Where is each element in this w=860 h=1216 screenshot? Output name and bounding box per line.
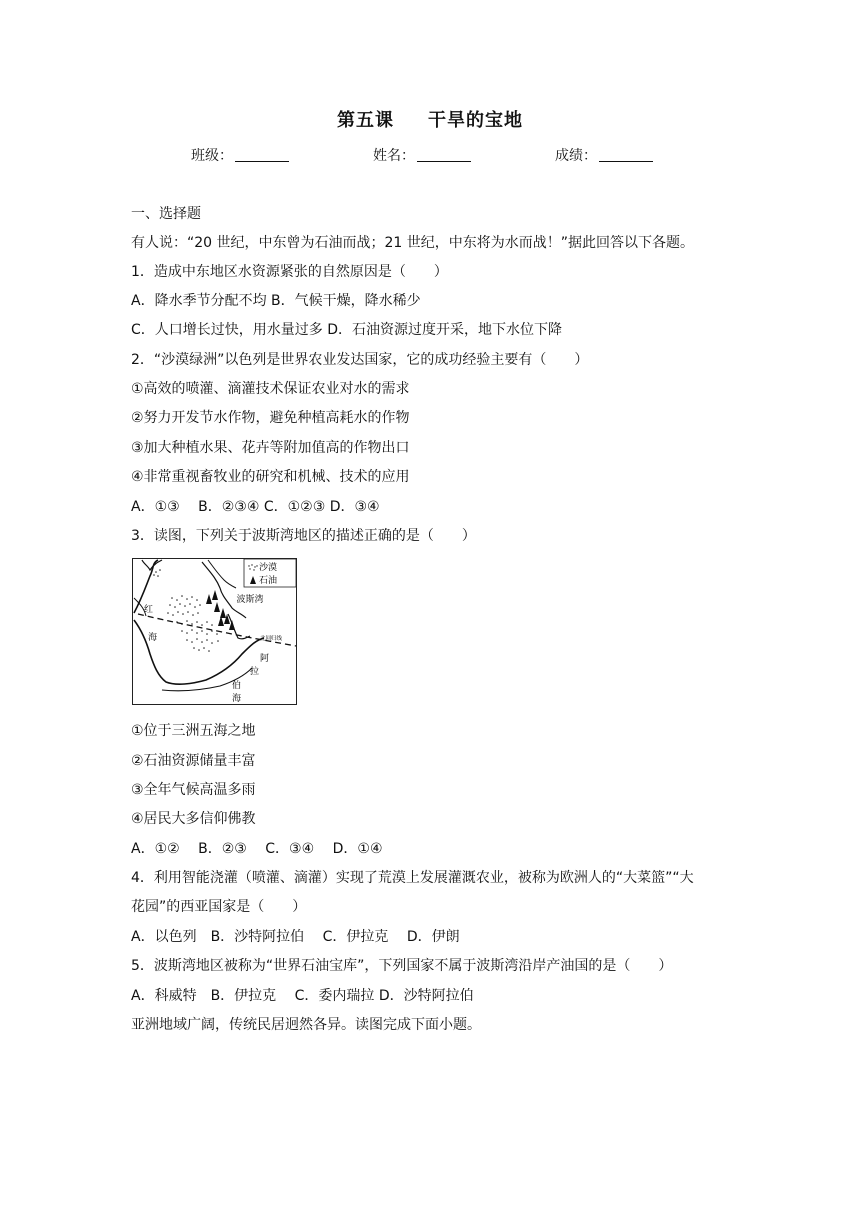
- label-arabian-bo: 伯: [232, 681, 242, 691]
- q4-stem-2: 花园”的西亚国家是（ ）: [131, 899, 307, 915]
- section-heading: 一、选择题: [131, 206, 201, 222]
- label-tropic: 北回归线: [260, 636, 283, 642]
- name-field: [373, 145, 471, 165]
- name-label: 姓名：: [373, 148, 415, 164]
- q2-options: A．①③ B．②③④ C．①②③ D．③④: [131, 499, 380, 515]
- q1-options-1: A．降水季节分配不均 B．气候干燥，降水稀少: [131, 293, 421, 309]
- class-field: [191, 145, 289, 165]
- q1-stem: 1．造成中东地区水资源紧张的自然原因是（ ）: [131, 264, 448, 280]
- q5-stem: 5．波斯湾地区被称为“世界石油宝库”，下列国家不属于波斯湾沿岸产油国的是（ ）: [131, 958, 673, 974]
- legend-oil-label: 石油: [259, 576, 278, 586]
- q3-item: ③全年气候高温多雨: [131, 782, 256, 798]
- class-blank: [235, 147, 289, 162]
- q2-item: ②努力开发节水作物，避免种植高耗水的作物: [131, 410, 410, 426]
- class-label: 班级：: [191, 148, 233, 164]
- label-arabian-a: 阿: [260, 654, 270, 664]
- q4-stem-1: 4．利用智能浇灌（喷灌、滴灌）实现了荒漠上发展灌溉农业，被称为欧洲人的“大菜篮”“大: [131, 870, 694, 886]
- q3-item: ②石油资源储量丰富: [131, 753, 256, 769]
- q2-item: ①高效的喷灌、滴灌技术保证农业对水的需求: [131, 381, 410, 397]
- q3-options: A．①② B．②③ C．③④ D．①④: [131, 841, 383, 857]
- persian-gulf-map: [132, 558, 297, 705]
- legend-desert-label: 沙漠: [259, 563, 278, 573]
- score-label: 成绩：: [555, 148, 597, 164]
- q2-item: ④非常重视畜牧业的研究和机械、技术的应用: [131, 469, 410, 485]
- intro-text: 有人说：“20 世纪，中东曾为石油而战；21 世纪，中东将为水而战！”据此回答以下各题。: [131, 235, 695, 251]
- q5-options: A．科威特 B．伊拉克 C．委内瑞拉 D．沙特阿拉伯: [131, 988, 474, 1004]
- q2-item: ③加大种植水果、花卉等附加值高的作物出口: [131, 440, 410, 456]
- score-field: [555, 145, 653, 165]
- label-arabian-la: 拉: [250, 667, 260, 677]
- title-lesson: 第五课: [337, 110, 394, 131]
- label-arabian-sea: 海: [232, 694, 242, 704]
- label-red-sea: 海: [148, 633, 158, 643]
- q3-stem: 3．读图，下列关于波斯湾地区的描述正确的是（ ）: [131, 528, 476, 544]
- intro-text-2: 亚洲地域广阔，传统民居迥然各异。读图完成下面小题。: [131, 1017, 481, 1033]
- name-blank: [417, 147, 471, 162]
- page-title: [0, 106, 860, 132]
- score-blank: [599, 147, 653, 162]
- q2-stem: 2．“沙漠绿洲”以色列是世界农业发达国家，它的成功经验主要有（ ）: [131, 352, 589, 368]
- q3-item: ④居民大多信仰佛教: [131, 811, 256, 827]
- q4-options: A．以色列 B．沙特阿拉伯 C．伊拉克 D．伊朗: [131, 929, 460, 945]
- q1-options-2: C．人口增长过快，用水量过多 D．石油资源过度开采，地下水位下降: [131, 322, 563, 338]
- title-topic: 干旱的宝地: [428, 110, 523, 131]
- label-red: 红: [144, 605, 154, 615]
- label-persian-gulf: 波斯湾: [236, 595, 264, 605]
- q3-item: ①位于三洲五海之地: [131, 723, 256, 739]
